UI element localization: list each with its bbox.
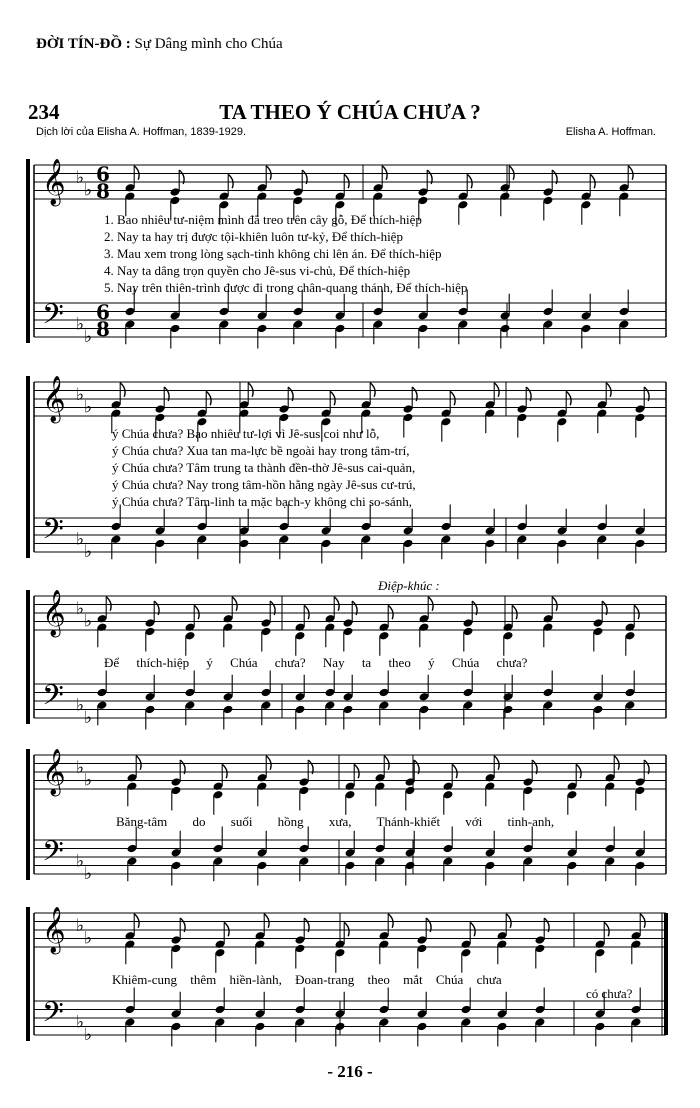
note-flag xyxy=(134,914,139,928)
lyric-line: ý Chúa chưa? Nay trong tâm-hồn hằng ngày Jê-sus cư-trú, xyxy=(112,477,416,492)
flat-sign: ♭ xyxy=(76,915,85,936)
hymn-title: TA THEO Ý CHÚA CHƯA ? xyxy=(219,100,481,124)
lyric-line: có chưa? xyxy=(586,986,633,1001)
refrain-label: Điệp-khúc : xyxy=(378,578,440,593)
note-flag xyxy=(614,756,619,770)
flat-sign: ♭ xyxy=(76,529,85,550)
flat-sign: ♭ xyxy=(84,542,93,562)
flat-sign: ♭ xyxy=(76,384,85,405)
lyric-line: ý Chúa chưa? Bao nhiêu tư-lợi vì Jê-sus coi như lỗ, xyxy=(112,426,380,441)
note-flag xyxy=(450,391,455,405)
hymn-number: 234 xyxy=(28,100,60,124)
note-flag xyxy=(106,597,111,611)
time-signature-top: 6 xyxy=(96,162,110,186)
note-flag xyxy=(344,922,349,936)
flat-sign: ♭ xyxy=(76,1012,85,1033)
note-flag xyxy=(194,605,199,619)
treble-clef: 𝄞 xyxy=(42,749,66,795)
treble-clef: 𝄞 xyxy=(42,590,66,636)
flat-sign: ♭ xyxy=(84,928,93,949)
note-flag xyxy=(120,383,125,397)
note-flag xyxy=(344,174,349,188)
note-flag xyxy=(134,166,139,180)
note-flag xyxy=(222,764,227,778)
note-flag xyxy=(330,391,335,405)
note-flag xyxy=(494,383,499,397)
flat-sign: ♭ xyxy=(84,180,93,201)
treble-clef: 𝄞 xyxy=(42,376,66,422)
bass-clef: 𝄢 xyxy=(42,679,64,719)
lyric-line: 3. Mau xem trong lòng sạch-tinh không chi lên án. Để thích-hiệp xyxy=(104,246,442,261)
page-number: - 216 - xyxy=(327,1062,373,1081)
note-flag xyxy=(467,174,472,188)
flat-sign: ♭ xyxy=(76,695,85,716)
lyric-line: ý Chúa chưa? Tâm trung ta thành đền-thờ Jê-sus cai-quản, xyxy=(112,460,416,475)
flat-sign: ♭ xyxy=(84,611,93,632)
note-flag xyxy=(264,914,269,928)
flat-sign: ♭ xyxy=(76,167,85,188)
note-flag xyxy=(470,922,475,936)
lyric-line: Băng-tâm do suối hồng xưa, Thánh-khiết với tinh-anh, xyxy=(116,814,555,829)
note-flag xyxy=(634,605,639,619)
composer-credit: Elisha A. Hoffman. xyxy=(565,126,656,138)
note-flag xyxy=(136,756,141,770)
time-signature-bottom: 8 xyxy=(96,317,110,341)
note-flag xyxy=(606,383,611,397)
lyric-line: ý Chúa chưa? Tâm-linh ta mặc bạch-y không chi so-sánh, xyxy=(112,494,412,509)
flat-sign: ♭ xyxy=(76,314,85,335)
note-flag xyxy=(628,166,633,180)
note-flag xyxy=(512,605,517,619)
note-flag xyxy=(388,605,393,619)
flat-sign: ♭ xyxy=(84,327,93,347)
flat-sign: ♭ xyxy=(76,851,85,872)
bass-clef: 𝄢 xyxy=(42,513,64,553)
note-flag xyxy=(552,597,557,611)
note-flag xyxy=(224,922,229,936)
lyric-line: 5. Nay trên thiên-trình được đi trong chân-quang thánh, Để thích-hiệp xyxy=(104,280,468,295)
flat-sign: ♭ xyxy=(84,864,93,884)
bass-clef: 𝄢 xyxy=(42,996,64,1036)
note-flag xyxy=(206,391,211,405)
note-flag xyxy=(604,922,609,936)
bass-clef: 𝄢 xyxy=(42,298,64,338)
lyric-line: 1. Bao nhiêu tư-niệm mình đã treo trên cây gỗ, Để thích-hiệp xyxy=(104,212,422,227)
section-subtitle: Sự Dâng mình cho Chúa xyxy=(134,36,283,52)
flat-sign: ♭ xyxy=(76,598,85,619)
note-flag xyxy=(576,764,581,778)
flat-sign: ♭ xyxy=(76,757,85,778)
flat-sign: ♭ xyxy=(84,397,93,418)
note-flag xyxy=(232,597,237,611)
note-flag xyxy=(266,166,271,180)
note-flag xyxy=(334,597,339,611)
note-flag xyxy=(506,914,511,928)
note-flag xyxy=(566,391,571,405)
note-flag xyxy=(304,605,309,619)
treble-clef: 𝄞 xyxy=(42,907,66,953)
note-flag xyxy=(370,383,375,397)
lyric-line: 2. Nay ta hay trị được tội-khiên luôn tư-kỷ, Để thích-hiệp xyxy=(104,229,403,244)
flat-sign: ♭ xyxy=(84,708,93,728)
note-flag xyxy=(452,764,457,778)
lyric-line: 4. Nay ta dâng trọn quyền cho Jê-sus vi-chủ, Để thích-hiệp xyxy=(104,263,411,278)
note-flag xyxy=(382,166,387,180)
flat-sign: ♭ xyxy=(84,770,93,791)
note-flag xyxy=(494,756,499,770)
lyric-line: Khiêm-cung thêm hiền-lành, Đoan-trang theo mắt Chúa chưa xyxy=(112,972,502,987)
note-flag xyxy=(384,756,389,770)
note-flag xyxy=(228,174,233,188)
note-flag xyxy=(509,166,514,180)
section-label: ĐỜI TÍN-ĐỒ : xyxy=(36,36,131,52)
bass-clef: 𝄢 xyxy=(42,835,64,875)
time-signature-top: 6 xyxy=(96,300,110,324)
note-flag xyxy=(388,914,393,928)
note-flag xyxy=(354,764,359,778)
note-flag xyxy=(248,383,253,397)
translator-credit: Dịch lời của Elisha A. Hoffman, 1839-1929. xyxy=(36,126,247,138)
note-flag xyxy=(590,174,595,188)
note-flag xyxy=(428,597,433,611)
treble-clef: 𝄞 xyxy=(42,159,66,205)
flat-sign: ♭ xyxy=(84,1025,93,1045)
note-flag xyxy=(640,914,645,928)
lyric-line: ý Chúa chưa? Xua tan ma-lực bề ngoài hay trong tâm-trí, xyxy=(112,443,410,458)
lyric-line: Để thích-hiệp ý Chúa chưa? Nay ta theo ý Chúa chưa? xyxy=(104,655,528,670)
note-flag xyxy=(266,756,271,770)
time-signature-bottom: 8 xyxy=(96,179,110,203)
